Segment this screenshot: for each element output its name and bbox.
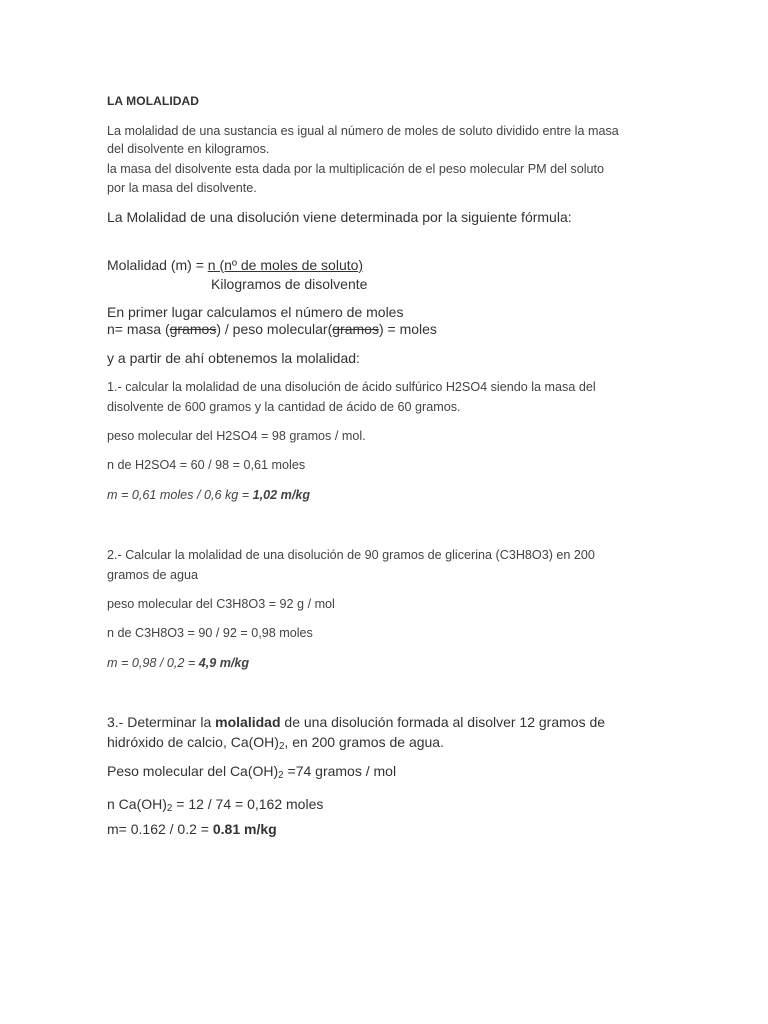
ex3-line-2-sub: 2 <box>278 741 285 752</box>
intro-line-2: del disolvente en kilogramos. <box>107 142 270 156</box>
ex2-molecular-weight: peso molecular del C3H8O3 = 92 g / mol <box>107 597 335 611</box>
moles-formula-strike-2: gramos <box>332 321 379 337</box>
ex3-pm-pre: Peso molecular del Ca(OH) <box>107 763 279 779</box>
moles-formula-strike-1: gramos <box>169 321 217 337</box>
moles-formula-part-3: ) = moles <box>378 321 437 337</box>
moles-formula <box>107 321 437 337</box>
ex3-line-2-pre: hidróxido de calcio, Ca(OH) <box>107 734 279 750</box>
ex3-n-pre: n Ca(OH) <box>107 796 167 812</box>
ex2-molality-result: 4,9 m/kg <box>198 656 250 670</box>
moles-formula-part-2: ) / peso molecular( <box>216 321 333 337</box>
ex2-moles: n de C3H8O3 = 90 / 92 = 0,98 moles <box>107 626 313 640</box>
formula-intro: La Molalidad de una disolución viene determinada por la siguiente fórmula: <box>107 209 572 225</box>
ex1-molality-result: 1,02 m/kg <box>252 488 311 502</box>
ex2-molality <box>107 656 249 670</box>
ex1-moles: n de H2SO4 = 60 / 98 = 0,61 moles <box>107 458 306 472</box>
page-title: LA MOLALIDAD <box>107 94 200 108</box>
ex1-line-2: disolvente de 600 gramos y la cantidad de ácido de 60 gramos. <box>107 400 461 414</box>
ex3-line-2 <box>107 734 444 752</box>
ex3-line-1-bold: molalidad <box>215 714 281 730</box>
ex3-molecular-weight <box>107 763 396 781</box>
ex3-moles <box>107 796 323 814</box>
formula-denominator: Kilogramos de disolvente <box>211 276 368 292</box>
intro-line-3: la masa del disolvente esta dada por la multiplicación de el peso molecular PM del soluto <box>107 162 605 176</box>
ex3-pm-sub: 2 <box>278 770 284 781</box>
moles-formula-part-1: n= masa ( <box>107 321 170 337</box>
ex3-molality-result: 0.81 m/kg <box>212 821 277 837</box>
formula-numerator: n (nº de moles de soluto) <box>207 257 364 273</box>
ex3-pm-post: =74 gramos / mol <box>283 763 397 779</box>
moles-intro: En primer lugar calculamos el número de moles <box>107 304 404 320</box>
ex3-line-1-pre: 3.- Determinar la <box>107 714 216 730</box>
ex2-line-1: 2.- Calcular la molalidad de una disolución de 90 gramos de glicerina (C3H8O3) en 200 <box>107 548 595 562</box>
ex3-line-1 <box>107 714 605 730</box>
ex1-line-1: 1.- calcular la molalidad de una disolución de ácido sulfúrico H2SO4 siendo la masa del <box>107 380 596 394</box>
formula-left: Molalidad (m) = <box>107 257 208 273</box>
intro-line-1: La molalidad de una sustancia es igual al número de moles de soluto dividido entre la masa <box>107 124 619 138</box>
formula-numerator-line <box>107 257 363 273</box>
then-text: y a partir de ahí obtenemos la molalidad: <box>107 350 360 366</box>
ex3-n-post: = 12 / 74 = 0,162 moles <box>172 796 324 812</box>
ex2-line-2: gramos de agua <box>107 568 199 582</box>
ex1-molecular-weight: peso molecular del H2SO4 = 98 gramos / mol. <box>107 429 366 443</box>
ex3-line-1-post: de una disolución formada al disolver 12 gramos de <box>280 714 606 730</box>
ex3-molality <box>107 821 277 837</box>
intro-line-4: por la masa del disolvente. <box>107 181 257 195</box>
ex1-molality <box>107 488 310 502</box>
ex1-molality-expression: m = 0,61 moles / 0,6 kg = <box>107 488 253 502</box>
ex3-n-sub: 2 <box>166 803 173 814</box>
ex2-molality-expression: m = 0,98 / 0,2 = <box>107 656 199 670</box>
ex3-molality-expression: m= 0.162 / 0.2 = <box>107 821 213 837</box>
ex3-line-2-post: , en 200 gramos de agua. <box>284 734 444 750</box>
